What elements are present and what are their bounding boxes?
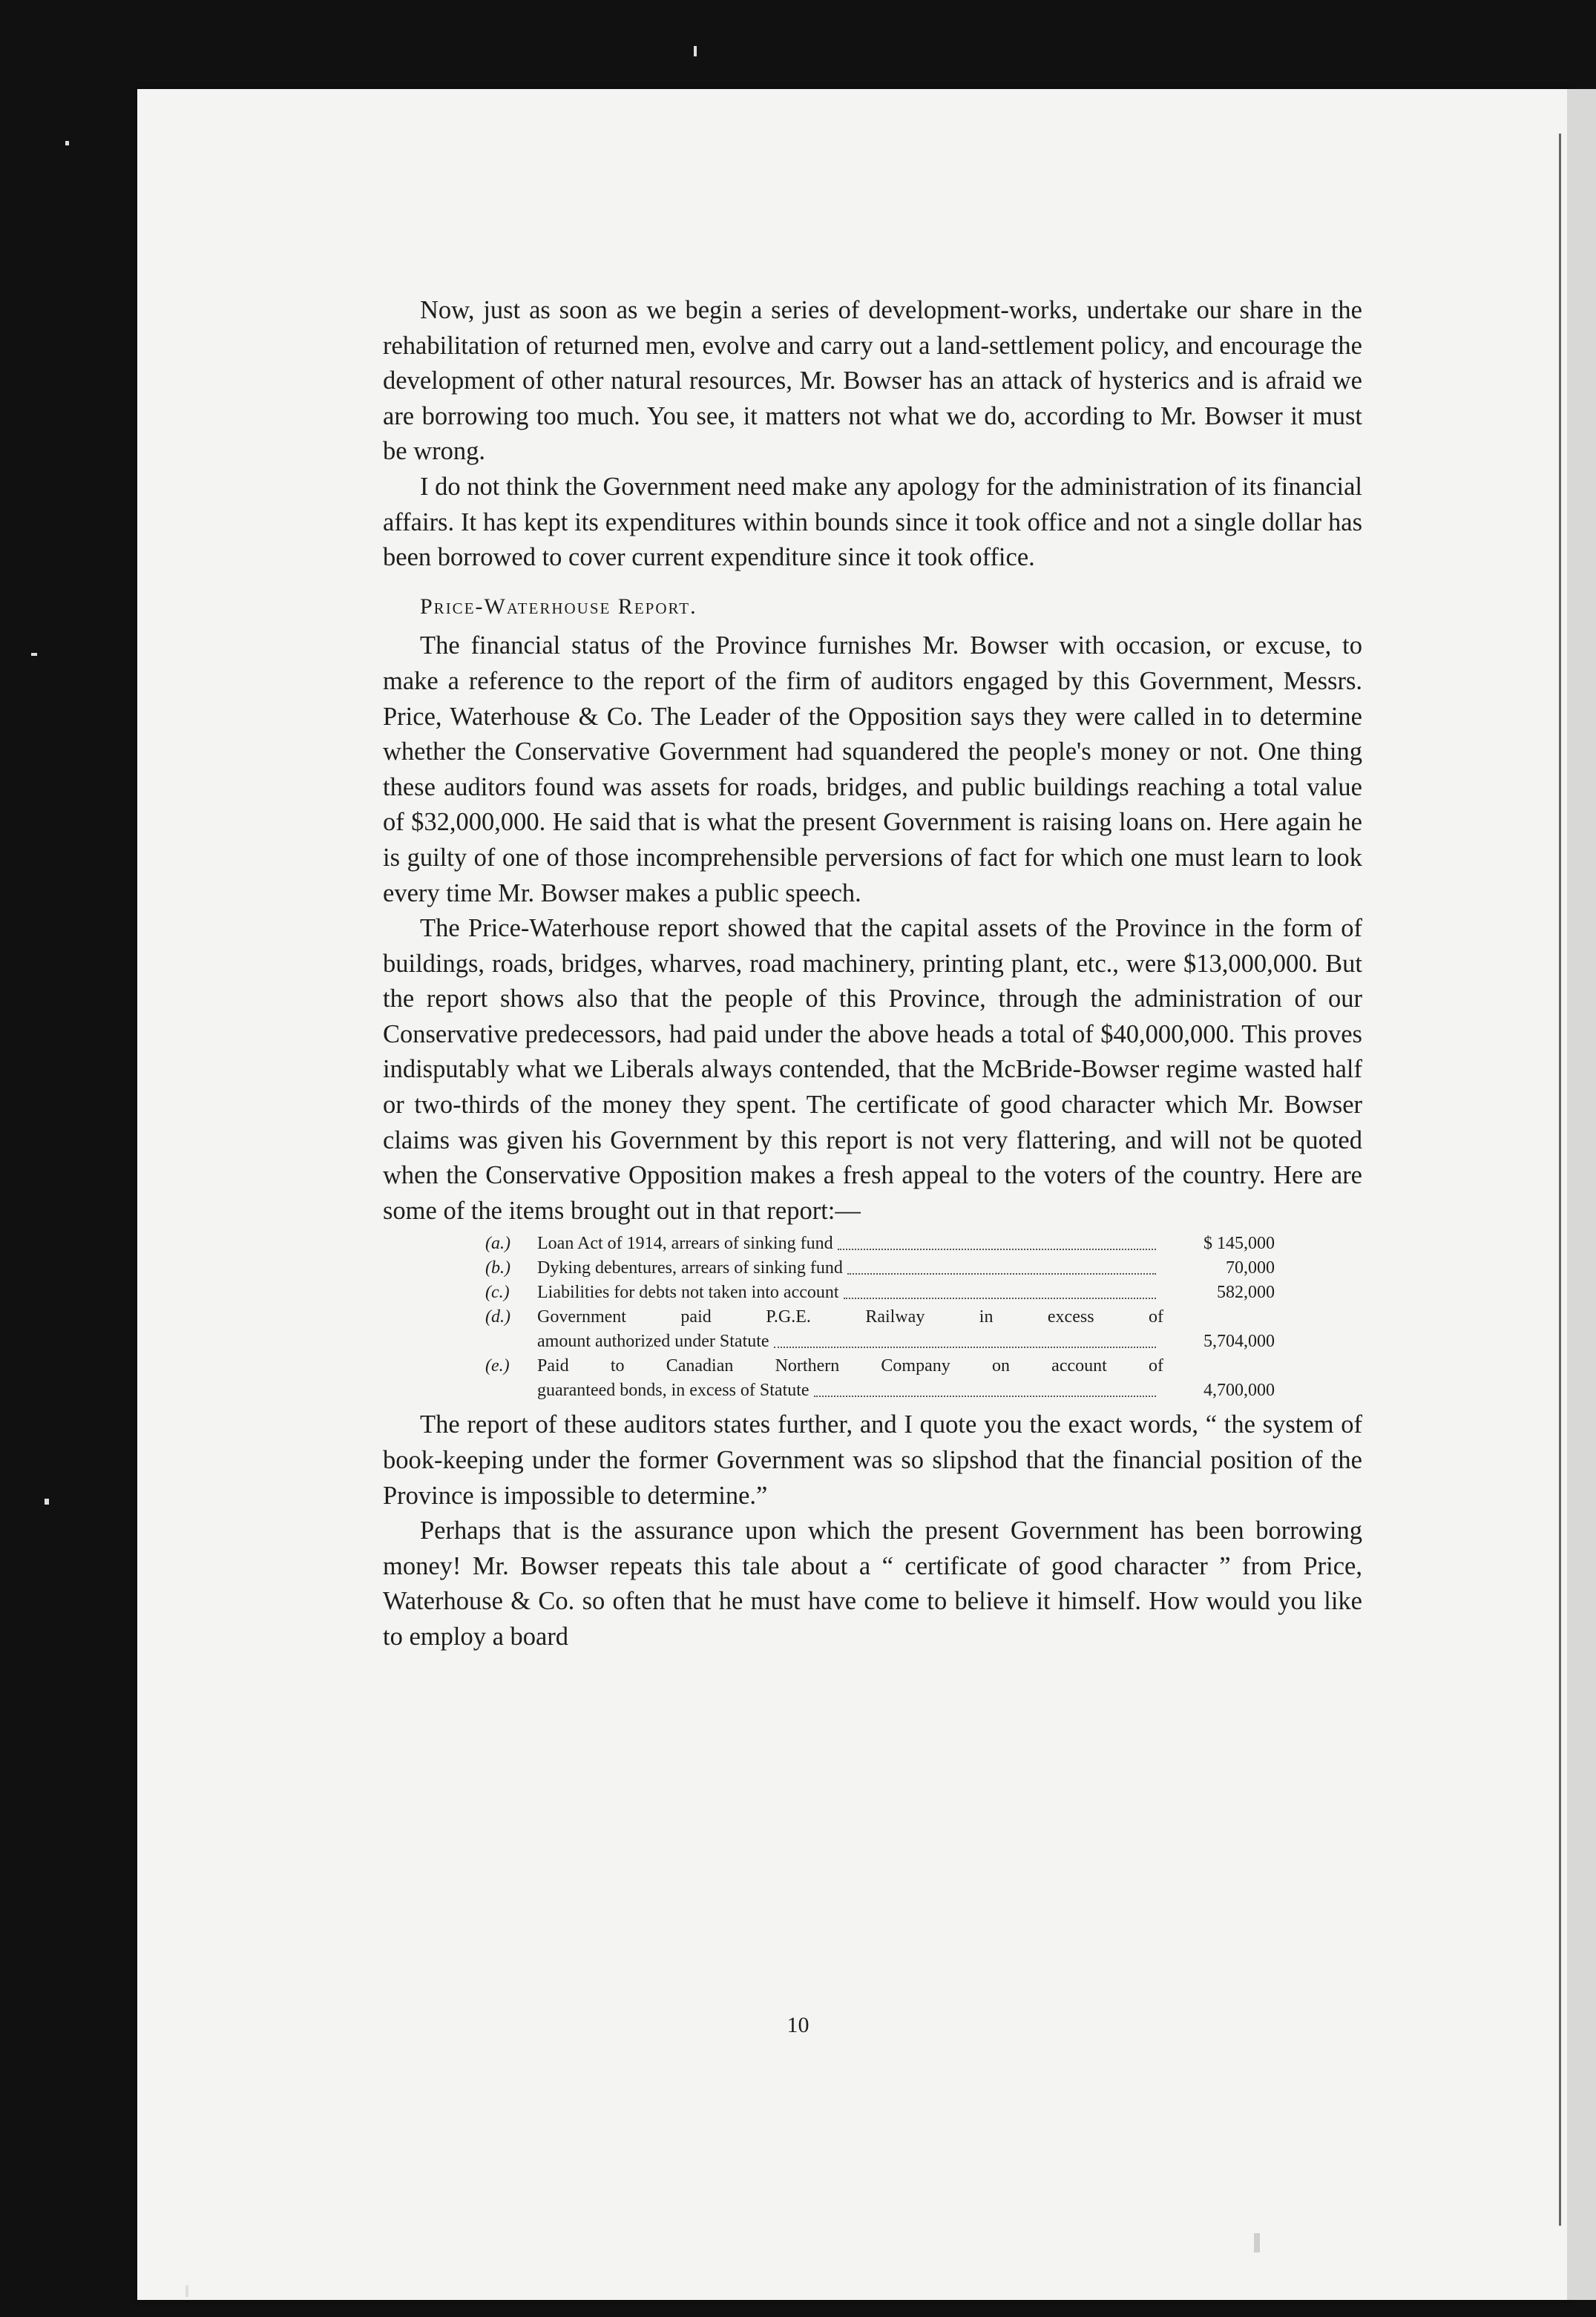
item-text: Dyking debentures, arrears of sinking fund (537, 1258, 843, 1278)
scan-speck (185, 2285, 188, 2297)
scan-speck (1254, 2233, 1260, 2252)
paragraph-2: I do not think the Government need make any apology for the administration of its financial affairs. It has kept its expenditures within bounds since it took office and not a single dollar has been borrowed to cover current expenditure since it took office. (383, 472, 1362, 572)
section-heading: Price-Waterhouse Report. (420, 594, 697, 619)
list-item (485, 1232, 1275, 1256)
page-fold-line (1559, 134, 1561, 2226)
item-amount: 5,704,000 (1203, 1332, 1275, 1352)
item-letter: (b.) (485, 1258, 510, 1278)
paragraph-1: Now, just as soon as we begin a series of development-works, undertake our share in the rehabilitation of returned men, evolve and carry out a land-settlement policy, and encourage the development of other natural resources, Mr. Bowser has an attack of hysterics and is afraid we are borrowing too much. You see, it matters not what we do, according to Mr. Bowser it must be wrong. (383, 296, 1362, 466)
item-letter: (c.) (485, 1283, 510, 1303)
item-letter: (a.) (485, 1234, 510, 1254)
item-text: Loan Act of 1914, arrears of sinking fund (537, 1234, 833, 1254)
list-item (485, 1256, 1275, 1281)
dot-leader (844, 1298, 1156, 1299)
adjacent-page-edge (1567, 89, 1596, 2300)
item-amount: 582,000 (1217, 1283, 1275, 1303)
item-amount: 70,000 (1226, 1258, 1275, 1278)
list-item (485, 1281, 1275, 1305)
item-text-continued: guaranteed bonds, in excess of Statute (537, 1381, 810, 1401)
list-item-continuation (485, 1330, 1275, 1354)
scan-speck (45, 1499, 49, 1505)
list-item (485, 1305, 1275, 1330)
item-letter: (d.) (485, 1307, 510, 1327)
dot-leader (847, 1273, 1156, 1275)
paragraph-3: The financial status of the Province furnishes Mr. Bowser with occasion, or excuse, to make a reference to the report of the firm of auditors engaged by this Government, Messrs. Price, Waterhouse & Co. The Leader of the Opposition says they were called in to determine whether the Conservative Government had squandered the people's money or not. One thing these auditors found was assets for roads, bridges, and public buildings reaching a total value of $32,000,000. He said that is what the present Government is raising loans on. Here again he is guilty of one of those incomprehensible perversions of fact for which one must learn to look every time Mr. Bowser makes a public speech. (383, 631, 1362, 907)
item-letter: (e.) (485, 1356, 510, 1376)
list-item (485, 1354, 1275, 1378)
body-text (383, 293, 1362, 1655)
item-amount: $ 145,000 (1203, 1234, 1275, 1254)
item-text: Paid to Canadian Northern Company on account of (537, 1356, 1163, 1376)
dot-leader (774, 1347, 1156, 1348)
item-text: Liabilities for debts not taken into account (537, 1283, 839, 1303)
paragraph-6: Perhaps that is the assurance upon which the present Government has been borrowing money! Mr. Bowser repeats this tale about a “ certificate of good character ” from Price, Waterhouse & Co. so often that he must have come to believe it himself. How would you like to employ a board (383, 1516, 1362, 1651)
report-items-list (485, 1232, 1275, 1403)
paragraph-4: The Price-Waterhouse report showed that the capital assets of the Province in the form of buildings, roads, bridges, wharves, road machinery, printing plant, etc., were $13,000,000. But the report shows also that the people of this Province, through the administration of our Conservative predecessors, had paid under the above heads a total of $40,000,000. This proves indisputably what we Liberals always contended, that the McBride-Bowser regime wasted half or two-thirds of the money they spent. The certificate of good character which Mr. Bowser claims was given his Government by this report is not very flattering, and will not be quoted when the Conservative Opposition makes a fresh appeal to the voters of the country. Here are some of the items brought out in that report:— (383, 914, 1362, 1225)
item-text: Government paid P.G.E. Railway in excess of (537, 1307, 1163, 1327)
dot-leader (814, 1396, 1156, 1397)
list-item-continuation (485, 1378, 1275, 1403)
page-number: 10 (786, 2013, 810, 2037)
item-amount: 4,700,000 (1203, 1381, 1275, 1401)
scan-speck (694, 46, 697, 56)
paragraph-5: The report of these auditors states further, and I quote you the exact words, “ the system of book-keeping under the former Government was so slipshod that the financial position of the Province is impossible to determine.” (383, 1410, 1362, 1510)
dot-leader (838, 1249, 1156, 1250)
item-text-continued: amount authorized under Statute (537, 1332, 769, 1352)
scan-speck (31, 653, 37, 656)
scan-speck (65, 141, 69, 145)
